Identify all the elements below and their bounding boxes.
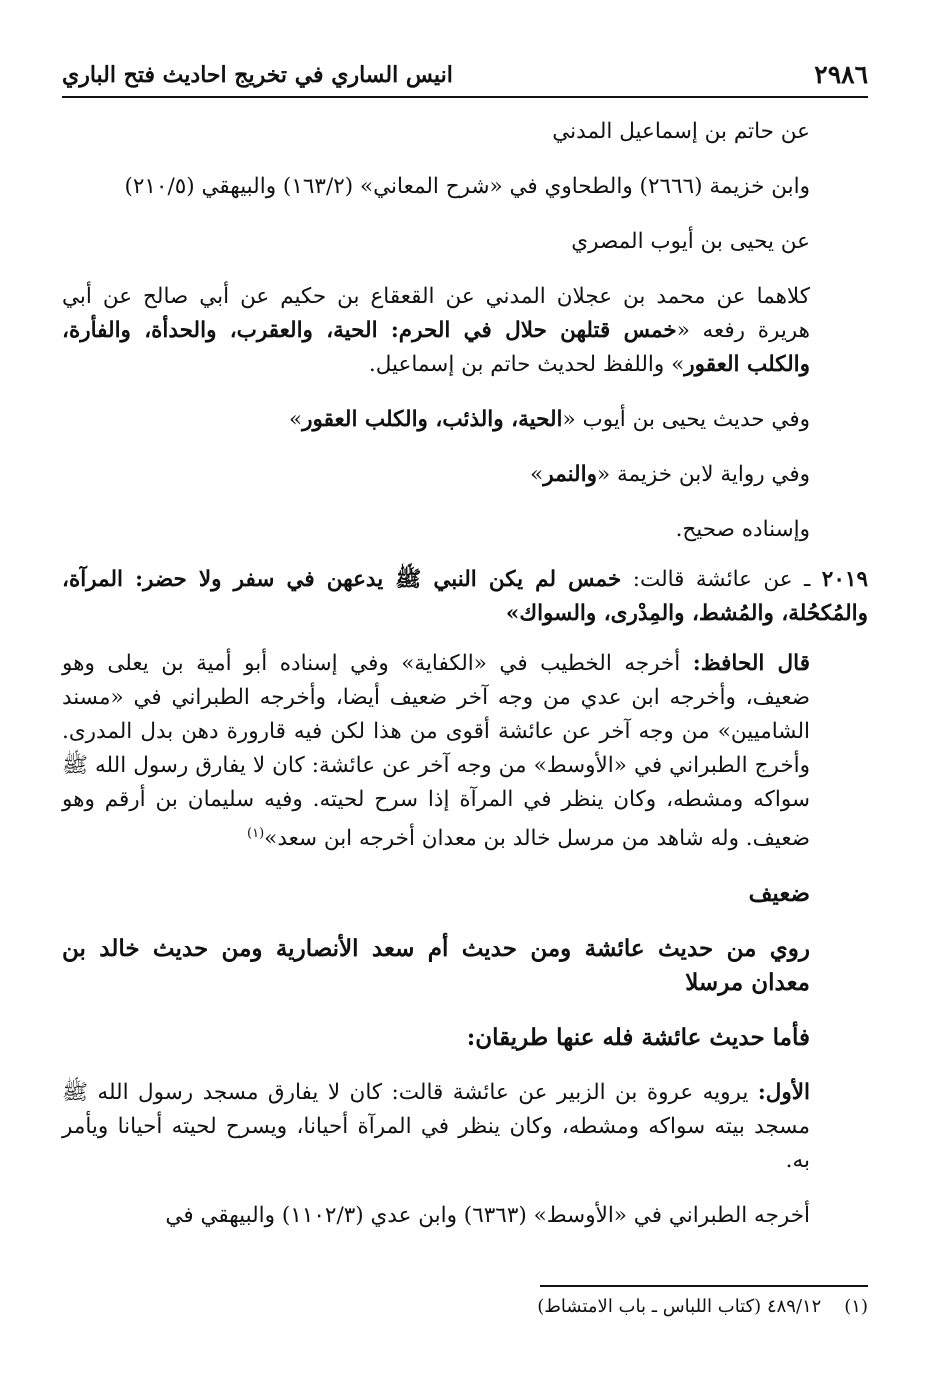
paragraph-hadith-text: كلاهما عن محمد بن عجلان المدني عن القعقاع بن حكيم عن أبي صالح عن أبي هريرة رفعه «خمس قتلهن حلال في الحرم: الحية، والعقرب، والحدأة، والفأرة، والكلب العقور» واللفظ لحديث حاتم بن إسماعيل. bbox=[62, 284, 811, 377]
summary-heading: روي من حديث عائشة ومن حديث أم سعد الأنصارية ومن حديث خالد بن معدان مرسلا bbox=[62, 935, 810, 997]
hafiz-commentary: قال الحافظ: أخرجه الخطيب في «الكفاية» وفي إسناده أبو أمية بن يعلى وهو ضعيف، وأخرجه ابن عدي من وجه آخر ضعيف أيضا، وأخرجه الطبراني في «مسند الشاميين» من وجه آخر عن عائشة أقوى من هذا لكن فيه قارورة دهن بدل المدرى. وأخرج الطبراني في «الأوسط» من وجه آخر عن عائشة: كان لا يفارق رسول الله ﷺ سواكه ومشطه، وكان ينظر في المرآة إذا سرح لحيته. وفيه سليمان بن أرقم وهو ضعيف. وله شاهد من مرسل خالد بن معدان أخرجه ابن سعد»$^{(١)}$ bbox=[62, 651, 810, 852]
hadith-quote: خمس قتلهن حلال في الحرم: الحية، والعقرب، والحدأة، والفأرة، والكلب العقور bbox=[62, 318, 810, 377]
footnote-marker: (١) bbox=[844, 1296, 868, 1317]
page-body bbox=[62, 115, 868, 1233]
khuzaymah-quote: والنمر bbox=[543, 462, 597, 487]
paragraph-sources: وابن خزيمة (٢٦٦٦) والطحاوي في «شرح المعاني» (١٦٣/٢) والبيهقي (٢١٠/٥) bbox=[124, 174, 810, 199]
aisha-paths-heading: فأما حديث عائشة فله عنها طريقان: bbox=[466, 1024, 810, 1052]
hadith-entry-text: خمس لم يكن النبي ﷺ يدعهن في سفر ولا حضر: المرآة، والمُكحُلة، والمُشط، والمِدْرى، والسواك» bbox=[62, 567, 868, 626]
hafiz-label: قال الحافظ: bbox=[692, 651, 810, 676]
footnote-ref: (١) bbox=[247, 826, 265, 841]
page-header bbox=[62, 58, 868, 98]
footnote-divider bbox=[540, 1285, 868, 1287]
paragraph-khuzaymah-version: وفي رواية لابن خزيمة «والنمر» bbox=[530, 462, 810, 487]
hadith-number: ٢٠١٩ bbox=[821, 567, 868, 592]
paragraph-isnad-grade: وإسناده صحيح. bbox=[675, 517, 810, 542]
paragraph-yahya-version: وفي حديث يحيى بن أيوب «الحية، والذئب، والكلب العقور» bbox=[289, 407, 810, 432]
page-number: ٢٩٨٦ bbox=[814, 60, 868, 89]
yahya-quote: الحية، والذئب، والكلب العقور bbox=[302, 407, 563, 432]
running-title: انيس الساري في تخريج احاديث فتح الباري bbox=[62, 62, 453, 88]
first-path: الأول: يرويه عروة بن الزبير عن عائشة قالت: كان لا يفارق مسجد رسول الله ﷺ مسجد بيته سواكه ومشطه، وكان ينظر في المرآة أحيانا، ويسرح لحيته أحيانا ويأمر به. bbox=[62, 1080, 810, 1174]
first-label: الأول: bbox=[757, 1080, 810, 1106]
footnote bbox=[62, 1294, 868, 1320]
paragraph-chain-1: عن حاتم بن إسماعيل المدني bbox=[552, 119, 810, 144]
paragraph-chain-2: عن يحيى بن أيوب المصري bbox=[571, 229, 810, 254]
footnote-text: ٤٨٩/١٢ (كتاب اللباس ـ باب الامتشاط) bbox=[537, 1296, 822, 1317]
hadith-entry: ٢٠١٩ ـ عن عائشة قالت: خمس لم يكن النبي ﷺ يدعهن في سفر ولا حضر: المرآة، والمُكحُلة، والمُشط، والمِدْرى، والسواك» bbox=[62, 567, 868, 626]
grade-heading: ضعيف bbox=[748, 880, 810, 908]
takhrij-line: أخرجه الطبراني في «الأوسط» (٦٣٦٣) وابن عدي (١١٠٢/٣) والبيهقي في bbox=[165, 1203, 810, 1229]
